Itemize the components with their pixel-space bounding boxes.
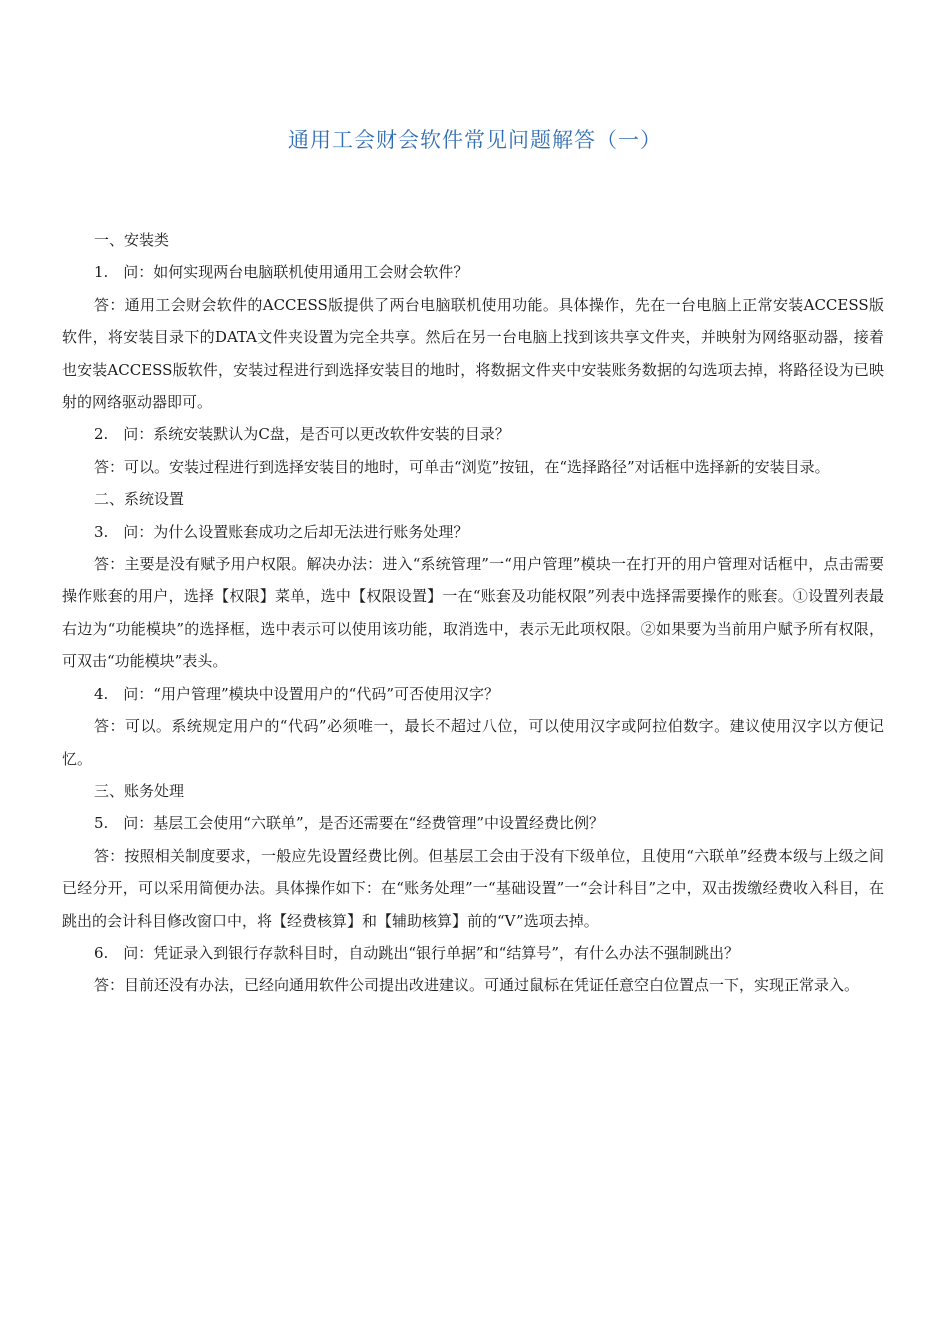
- question-5: 5. 问：基层工会使用“六联单”，是否还需要在“经费管理”中设置经费比例？: [94, 814, 604, 833]
- question-3: 3. 问：为什么设置账套成功之后却无法进行账务处理？: [94, 522, 469, 541]
- answer-4: 答：可以。系统规定用户的“代码”必须唯一，最长不超过八位，可以使用汉字或阿拉伯数字。建议使用汉字以方便记忆。: [62, 717, 884, 768]
- section-heading-install: 一、安装类: [94, 231, 170, 249]
- answer-1: 答：通用工会财会软件的ACCESS版提供了两台电脑联机使用功能。具体操作，先在一台电脑上正常安装ACCESS版软件，将安装目录下的DATA文件夹设置为完全共享。然后在另一台电脑上找到该共享文件夹，并映射为网络驱动器，接着也安装ACCESS版软件，安装过程进行到选择安装目的地时，将数据文件夹中安装账务数据的勾选项去掉，将路径设为已映射的网络驱动器即可。: [62, 295, 884, 412]
- question-2: 2. 问：系统安装默认为C盘，是否可以更改软件安装的目录？: [94, 425, 510, 444]
- question-6: 6. 问：凭证录入到银行存款科目时，自动跳出“银行单据”和“结算号”，有什么办法不强制跳出？: [94, 943, 739, 962]
- question-1: 1. 问：如何实现两台电脑联机使用通用工会财会软件？: [94, 263, 469, 282]
- section-heading-settings: 二、系统设置: [94, 490, 185, 509]
- document-body: [62, 224, 884, 1002]
- answer-3: 答：主要是没有赋予用户权限。解决办法：进入“系统管理”一“用户管理”模块一在打开的用户管理对话框中，点击需要操作账套的用户，选择【权限】菜单，选中【权限设置】一在“账套及功能权限”列表中选择需要操作的账套。①设置列表最右边为“功能模块”的选择框，选中表示可以使用该功能，取消选中，表示无此项权限。②如果要为当前用户赋予所有权限，可双击“功能模块”表头。: [62, 555, 884, 671]
- document-title: 通用工会财会软件常见问题解答（一）: [288, 128, 662, 152]
- answer-5: 答：按照相关制度要求，一般应先设置经费比例。但基层工会由于没有下级单位，且使用“六联单”经费本级与上级之间已经分开，可以采用简便办法。具体操作如下：在“账务处理”一“基础设置”一“会计科目”之中，双击拨缴经费收入科目，在跳出的会计科目修改窗口中，将【经费核算】和【辅助核算】前的“V”选项去掉。: [62, 846, 884, 930]
- answer-2: 答：可以。安装过程进行到选择安装目的地时，可单击“浏览”按钮，在“选择路径”对话框中选择新的安装目录。: [94, 457, 830, 476]
- question-4: 4. 问：“用户管理”模块中设置用户的“代码”可否使用汉字？: [94, 684, 499, 703]
- answer-6: 答：目前还没有办法，已经向通用软件公司提出改进建议。可通过鼠标在凭证任意空白位置点一下，实现正常录入。: [94, 976, 860, 995]
- section-heading-accounting: 三、账务处理: [94, 781, 185, 800]
